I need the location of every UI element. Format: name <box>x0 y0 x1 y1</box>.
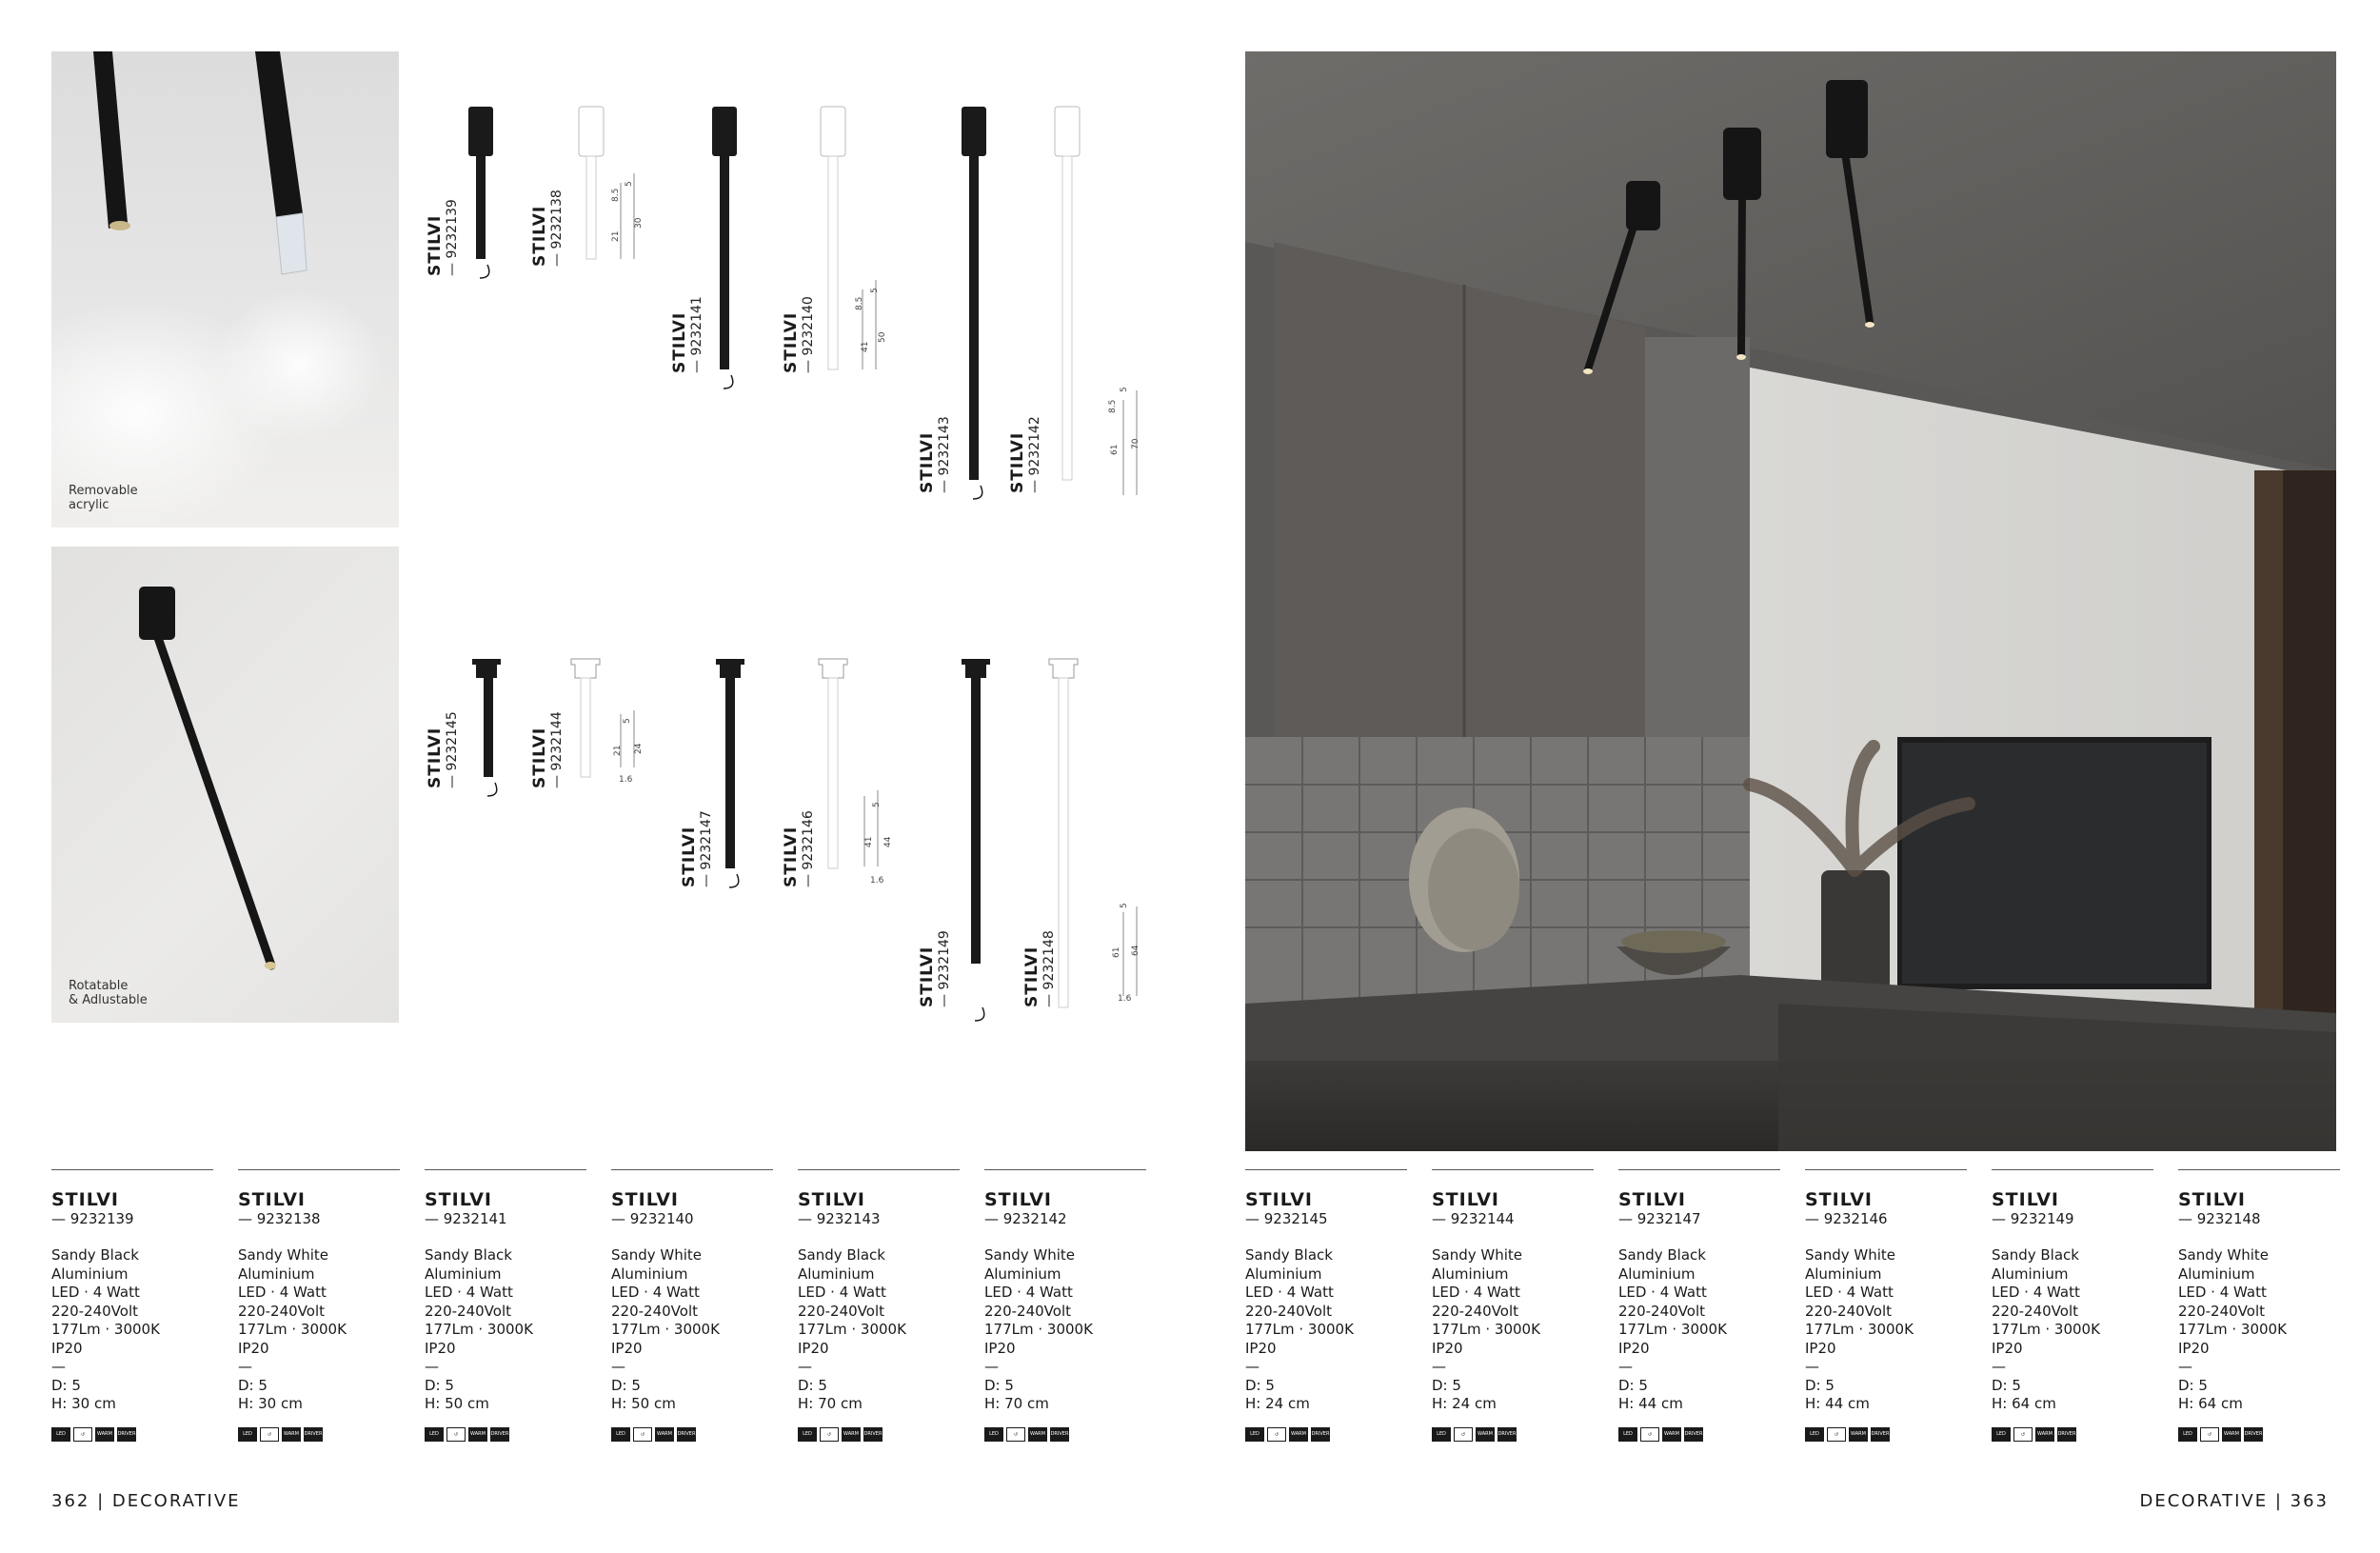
spec-product-name: STILVI <box>1618 1189 1686 1210</box>
spec-line: — <box>1618 1358 1633 1375</box>
dim-label: 61 <box>1112 946 1121 958</box>
spec-divider <box>1432 1169 1594 1170</box>
warm-white-badge-icon: WARM WHITE <box>842 1427 861 1442</box>
drawing-code: — 9232149 <box>937 930 952 1007</box>
drawing-label-9232148 <box>1023 930 1058 1007</box>
spec-divider <box>1245 1169 1407 1170</box>
spec-line: IP20 <box>984 1339 1016 1357</box>
drawing-name: STILVI <box>1008 431 1027 493</box>
drawing-label-9232140 <box>783 296 817 373</box>
drawing-code: — 9232142 <box>1027 416 1042 493</box>
spec-line: LED · 4 Watt <box>238 1284 327 1301</box>
spec-product-code: — 9232140 <box>611 1210 694 1227</box>
spec-line: Sandy White <box>238 1246 329 1264</box>
spec-line: IP20 <box>425 1339 456 1357</box>
led-badge-icon: LED <box>1805 1427 1824 1442</box>
spec-divider <box>984 1169 1146 1170</box>
spec-line: 220-240Volt <box>1618 1302 1705 1320</box>
led-badge-icon: LED <box>1618 1427 1637 1442</box>
spec-line: IP20 <box>2178 1339 2210 1357</box>
kitchen-scene-illustration <box>1245 51 2336 1151</box>
dim-label: 41 <box>864 836 874 847</box>
spec-line: Sandy Black <box>425 1246 512 1264</box>
spec-line: 177Lm · 3000K <box>1618 1321 1727 1338</box>
led-badge-icon: LED <box>1992 1427 2011 1442</box>
drawing-name: STILVI <box>426 727 445 788</box>
drawing-label-9232146 <box>783 810 817 887</box>
spec-line: LED · 4 Watt <box>798 1284 886 1301</box>
pendant-tubes-illustration <box>51 51 399 528</box>
dim-label: 30 <box>634 217 644 229</box>
spec-line: 220-240Volt <box>1432 1302 1518 1320</box>
spec-product-code: — 9232141 <box>425 1210 507 1227</box>
spec-divider <box>1618 1169 1780 1170</box>
drawing-9232147 <box>716 659 744 887</box>
spec-line: H: 50 cm <box>611 1395 676 1412</box>
spec-line: Aluminium <box>1618 1264 1696 1283</box>
spec-line: Sandy White <box>984 1246 1076 1264</box>
spec-line: 220-240Volt <box>798 1302 884 1320</box>
warm-white-badge-icon: WARM WHITE <box>468 1427 487 1442</box>
photo-caption-acrylic: Removable acrylic <box>69 484 138 512</box>
spec-line: LED · 4 Watt <box>984 1284 1073 1301</box>
spec-divider <box>1805 1169 1967 1170</box>
spec-line: — <box>51 1358 66 1375</box>
spec-line: 220-240Volt <box>1805 1302 1892 1320</box>
dim-label: 8.5 <box>1108 399 1118 413</box>
dim-label: 44 <box>883 836 893 847</box>
spec-product-code: — 9232144 <box>1432 1210 1515 1227</box>
dim-label: 5 <box>870 288 880 293</box>
spec-line: — <box>425 1358 439 1375</box>
drawing-9232139 <box>468 107 493 278</box>
spec-product-code: — 9232143 <box>798 1210 881 1227</box>
spec-line: H: 24 cm <box>1432 1395 1497 1412</box>
spec-badges <box>51 1427 213 1451</box>
dim-label: 5 <box>872 802 882 807</box>
spec-product-code: — 9232139 <box>51 1210 134 1227</box>
rotate-badge-icon: ↺ <box>820 1427 839 1442</box>
spec-line: 177Lm · 3000K <box>51 1321 160 1338</box>
spec-line: 177Lm · 3000K <box>425 1321 533 1338</box>
dim-label: 1.6 <box>1118 994 1132 1004</box>
warm-white-badge-icon: WARM WHITE <box>1289 1427 1308 1442</box>
warm-white-badge-icon: WARM WHITE <box>2222 1427 2241 1442</box>
spec-line: Sandy White <box>1432 1246 1523 1264</box>
spec-line: Sandy Black <box>1992 1246 2079 1264</box>
spec-block <box>51 1169 213 1451</box>
spec-line: Aluminium <box>984 1264 1061 1283</box>
warm-white-badge-icon: WARM WHITE <box>1662 1427 1681 1442</box>
rotate-badge-icon: ↺ <box>1827 1427 1846 1442</box>
spec-line: Sandy Black <box>1245 1246 1333 1264</box>
dim-label: 1.6 <box>619 775 633 785</box>
rotate-badge-icon: ↺ <box>260 1427 279 1442</box>
spec-line: Sandy White <box>1805 1246 1896 1264</box>
dim-label: 50 <box>878 331 887 343</box>
spec-product-name: STILVI <box>1245 1189 1313 1210</box>
spec-line: H: 70 cm <box>984 1395 1049 1412</box>
spec-badges <box>238 1427 400 1451</box>
spec-line: 220-240Volt <box>2178 1302 2265 1320</box>
drawing-9232143 <box>962 107 986 499</box>
spec-line: IP20 <box>1992 1339 2023 1357</box>
drawing-name: STILVI <box>1022 946 1041 1007</box>
warm-white-badge-icon: WARM WHITE <box>2035 1427 2054 1442</box>
spec-block <box>238 1169 400 1451</box>
driver-incl-badge-icon: DRIVER INCL. <box>490 1427 509 1442</box>
driver-incl-badge-icon: DRIVER INCL. <box>1497 1427 1517 1442</box>
spec-line: H: 64 cm <box>2178 1395 2243 1412</box>
spec-line: Aluminium <box>1432 1264 1509 1283</box>
spec-line: H: 64 cm <box>1992 1395 2056 1412</box>
spec-line: IP20 <box>1805 1339 1836 1357</box>
spec-product-code: — 9232148 <box>2178 1210 2261 1227</box>
spec-divider <box>51 1169 213 1170</box>
spec-product-name: STILVI <box>425 1189 492 1210</box>
dim-label: 5 <box>625 181 634 187</box>
spec-line: 177Lm · 3000K <box>984 1321 1093 1338</box>
drawing-label-9232142 <box>1009 416 1043 493</box>
dim-label: 61 <box>1110 444 1120 455</box>
spec-line: D: 5 <box>425 1376 454 1394</box>
drawing-code: — 9232139 <box>445 199 460 276</box>
drawing-name: STILVI <box>918 431 937 493</box>
led-badge-icon: LED <box>51 1427 70 1442</box>
drawing-code: — 9232138 <box>549 189 565 267</box>
spec-product-code: — 9232145 <box>1245 1210 1328 1227</box>
spec-line: IP20 <box>238 1339 269 1357</box>
spec-product-name: STILVI <box>2178 1189 2246 1210</box>
spec-line: IP20 <box>1245 1339 1277 1357</box>
spec-line: H: 44 cm <box>1618 1395 1683 1412</box>
spec-product-code: — 9232149 <box>1992 1210 2074 1227</box>
dim-label: 1.6 <box>870 876 884 886</box>
spec-line: — <box>238 1358 252 1375</box>
spec-line: Sandy Black <box>1618 1246 1706 1264</box>
drawing-name: STILVI <box>426 214 445 276</box>
spec-line: H: 30 cm <box>238 1395 303 1412</box>
drawing-code: — 9232144 <box>549 711 565 788</box>
drawing-code: — 9232147 <box>699 810 714 887</box>
drawing-code: — 9232148 <box>1041 930 1057 1007</box>
spec-line: D: 5 <box>238 1376 268 1394</box>
spec-line: LED · 4 Watt <box>2178 1284 2267 1301</box>
spec-block <box>1432 1169 1594 1451</box>
spec-block <box>611 1169 773 1451</box>
spec-line: D: 5 <box>1618 1376 1648 1394</box>
driver-incl-badge-icon: DRIVER INCL. <box>2057 1427 2076 1442</box>
spec-block <box>425 1169 586 1451</box>
rotate-badge-icon: ↺ <box>2200 1427 2219 1442</box>
led-badge-icon: LED <box>1432 1427 1451 1442</box>
spec-product-code: — 9232147 <box>1618 1210 1701 1227</box>
spec-line: Aluminium <box>798 1264 875 1283</box>
drawing-code: — 9232141 <box>689 296 704 373</box>
dim-label: 8.5 <box>611 188 621 202</box>
driver-incl-badge-icon: DRIVER INCL. <box>117 1427 136 1442</box>
drawing-name: STILVI <box>680 826 699 887</box>
spec-line: D: 5 <box>1245 1376 1275 1394</box>
led-badge-icon: LED <box>425 1427 444 1442</box>
spec-line: — <box>1992 1358 2006 1375</box>
spec-line: 220-240Volt <box>238 1302 325 1320</box>
spec-divider <box>611 1169 773 1170</box>
spec-badges <box>1805 1427 1967 1451</box>
spec-product-name: STILVI <box>1805 1189 1873 1210</box>
spec-line: — <box>984 1358 999 1375</box>
spec-badges <box>611 1427 773 1451</box>
rotate-badge-icon: ↺ <box>2013 1427 2033 1442</box>
spec-line: LED · 4 Watt <box>611 1284 700 1301</box>
drawing-name: STILVI <box>530 205 549 267</box>
spec-badges <box>2178 1427 2340 1451</box>
dim-label: 21 <box>611 230 621 242</box>
spec-line: D: 5 <box>51 1376 81 1394</box>
spec-line: H: 70 cm <box>798 1395 863 1412</box>
spec-line: 177Lm · 3000K <box>1805 1321 1914 1338</box>
spec-product-name: STILVI <box>238 1189 306 1210</box>
drawing-label-9232139 <box>426 199 461 276</box>
spec-divider <box>1992 1169 2153 1170</box>
photo-rotatable <box>51 547 399 1023</box>
spec-line: LED · 4 Watt <box>1245 1284 1334 1301</box>
spec-block <box>1805 1169 1967 1451</box>
spec-line: Sandy Black <box>798 1246 885 1264</box>
drawing-name: STILVI <box>782 311 801 373</box>
drawing-label-9232145 <box>426 711 461 788</box>
spec-divider <box>238 1169 400 1170</box>
spec-line: LED · 4 Watt <box>1992 1284 2080 1301</box>
spec-product-name: STILVI <box>984 1189 1052 1210</box>
spec-product-code: — 9232146 <box>1805 1210 1888 1227</box>
spec-line: 220-240Volt <box>984 1302 1071 1320</box>
drawing-label-9232149 <box>919 930 953 1007</box>
angled-spot-illustration <box>51 547 399 1023</box>
spec-block <box>1618 1169 1780 1451</box>
drawing-9232142 <box>1055 107 1137 495</box>
spec-line: Sandy White <box>611 1246 703 1264</box>
spec-line: Aluminium <box>1245 1264 1322 1283</box>
spec-badges <box>1432 1427 1594 1451</box>
spec-badges <box>1245 1427 1407 1451</box>
spec-line: Aluminium <box>51 1264 129 1283</box>
drawing-name: STILVI <box>782 826 801 887</box>
spec-line: IP20 <box>1432 1339 1463 1357</box>
spec-line: — <box>1245 1358 1259 1375</box>
dim-label: 24 <box>634 743 644 754</box>
spec-line: Aluminium <box>238 1264 315 1283</box>
rotate-badge-icon: ↺ <box>1454 1427 1473 1442</box>
spec-block <box>2178 1169 2340 1451</box>
spec-badges <box>1618 1427 1780 1451</box>
spec-line: H: 50 cm <box>425 1395 489 1412</box>
drawing-9232149 <box>962 659 990 1021</box>
spec-line: 177Lm · 3000K <box>1432 1321 1540 1338</box>
spec-line: D: 5 <box>2178 1376 2208 1394</box>
spec-line: H: 44 cm <box>1805 1395 1870 1412</box>
spec-line: Aluminium <box>1992 1264 2069 1283</box>
rotate-badge-icon: ↺ <box>1006 1427 1025 1442</box>
warm-white-badge-icon: WARM WHITE <box>1028 1427 1047 1442</box>
spec-line: IP20 <box>798 1339 829 1357</box>
photo-caption-rotatable: Rotatable & Adlustable <box>69 979 148 1007</box>
drawing-code: — 9232145 <box>445 711 460 788</box>
spec-product-name: STILVI <box>51 1189 119 1210</box>
spec-line: IP20 <box>51 1339 83 1357</box>
warm-white-badge-icon: WARM WHITE <box>655 1427 674 1442</box>
driver-incl-badge-icon: DRIVER INCL. <box>304 1427 323 1442</box>
dim-label: 5 <box>1120 903 1129 908</box>
dim-label: 5 <box>623 718 632 724</box>
drawing-code: — 9232140 <box>801 296 816 373</box>
spec-line: 177Lm · 3000K <box>238 1321 347 1338</box>
spec-badges <box>425 1427 586 1451</box>
spec-line: D: 5 <box>1805 1376 1835 1394</box>
spec-line: LED · 4 Watt <box>51 1284 140 1301</box>
spec-line: Aluminium <box>2178 1264 2255 1283</box>
kitchen-photo <box>1245 51 2336 1151</box>
spec-line: H: 24 cm <box>1245 1395 1310 1412</box>
spec-line: 220-240Volt <box>1245 1302 1332 1320</box>
spec-product-code: — 9232142 <box>984 1210 1067 1227</box>
warm-white-badge-icon: WARM WHITE <box>1849 1427 1868 1442</box>
led-badge-icon: LED <box>238 1427 257 1442</box>
spec-line: 177Lm · 3000K <box>1245 1321 1354 1338</box>
drawing-name: STILVI <box>530 727 549 788</box>
spec-line: IP20 <box>611 1339 643 1357</box>
photo-removable-acrylic <box>51 51 399 528</box>
drawing-name: STILVI <box>670 311 689 373</box>
dim-label: 41 <box>861 341 870 352</box>
spec-block <box>798 1169 960 1451</box>
spec-line: IP20 <box>1618 1339 1650 1357</box>
dim-label: 70 <box>1131 438 1140 449</box>
spec-line: — <box>611 1358 625 1375</box>
spec-line: LED · 4 Watt <box>1432 1284 1520 1301</box>
drawing-name: STILVI <box>918 946 937 1007</box>
rotate-badge-icon: ↺ <box>73 1427 92 1442</box>
spec-divider <box>425 1169 586 1170</box>
drawing-label-9232138 <box>531 189 565 267</box>
spec-line: D: 5 <box>1992 1376 2021 1394</box>
led-badge-icon: LED <box>984 1427 1003 1442</box>
spec-badges <box>1992 1427 2153 1451</box>
warm-white-badge-icon: WARM WHITE <box>95 1427 114 1442</box>
rotate-badge-icon: ↺ <box>1640 1427 1659 1442</box>
drawing-9232145 <box>472 659 501 796</box>
spec-line: 220-240Volt <box>611 1302 698 1320</box>
spec-line: Aluminium <box>425 1264 502 1283</box>
led-badge-icon: LED <box>2178 1427 2197 1442</box>
spec-line: 177Lm · 3000K <box>798 1321 906 1338</box>
driver-incl-badge-icon: DRIVER INCL. <box>1050 1427 1069 1442</box>
drawing-label-9232144 <box>531 711 565 788</box>
spec-line: LED · 4 Watt <box>425 1284 513 1301</box>
drawing-code: — 9232143 <box>937 416 952 493</box>
dim-label: 5 <box>1120 387 1129 392</box>
spec-line: Aluminium <box>1805 1264 1882 1283</box>
spec-badges <box>984 1427 1146 1451</box>
spec-product-code: — 9232138 <box>238 1210 321 1227</box>
spec-divider <box>2178 1169 2340 1170</box>
drawing-code: — 9232146 <box>801 810 816 887</box>
led-badge-icon: LED <box>798 1427 817 1442</box>
spec-line: — <box>1432 1358 1446 1375</box>
spec-line: — <box>798 1358 812 1375</box>
spec-line: 177Lm · 3000K <box>2178 1321 2287 1338</box>
rotate-badge-icon: ↺ <box>446 1427 466 1442</box>
page-number-left: 362 | DECORATIVE <box>51 1491 241 1511</box>
spec-line: Aluminium <box>611 1264 688 1283</box>
spec-line: Sandy Black <box>51 1246 139 1264</box>
spec-product-name: STILVI <box>611 1189 679 1210</box>
spec-block <box>1245 1169 1407 1451</box>
spec-line: LED · 4 Watt <box>1618 1284 1707 1301</box>
drawing-label-9232143 <box>919 416 953 493</box>
spec-line: — <box>2178 1358 2192 1375</box>
driver-incl-badge-icon: DRIVER INCL. <box>1684 1427 1703 1442</box>
spec-line: D: 5 <box>798 1376 827 1394</box>
spec-product-name: STILVI <box>1432 1189 1499 1210</box>
spec-line: 177Lm · 3000K <box>611 1321 720 1338</box>
spec-line: D: 5 <box>611 1376 641 1394</box>
spec-line: — <box>1805 1358 1819 1375</box>
driver-incl-badge-icon: DRIVER INCL. <box>2244 1427 2263 1442</box>
warm-white-badge-icon: WARM WHITE <box>1476 1427 1495 1442</box>
spec-product-name: STILVI <box>798 1189 865 1210</box>
drawing-9232141 <box>712 107 737 388</box>
led-badge-icon: LED <box>1245 1427 1264 1442</box>
drawing-9232140 <box>821 107 876 369</box>
spec-line: 220-240Volt <box>1992 1302 2078 1320</box>
spec-product-name: STILVI <box>1992 1189 2059 1210</box>
spec-line: 220-240Volt <box>51 1302 138 1320</box>
dim-label: 21 <box>613 745 623 756</box>
spec-line: Sandy White <box>2178 1246 2270 1264</box>
spec-line: D: 5 <box>1432 1376 1461 1394</box>
drawing-label-9232141 <box>671 296 705 373</box>
spec-block <box>1992 1169 2153 1451</box>
spec-line: 220-240Volt <box>425 1302 511 1320</box>
spec-line: 177Lm · 3000K <box>1992 1321 2100 1338</box>
page-number-right: DECORATIVE | 363 <box>2139 1491 2329 1511</box>
drawing-label-9232147 <box>681 810 715 887</box>
driver-incl-badge-icon: DRIVER INCL. <box>1871 1427 1890 1442</box>
driver-incl-badge-icon: DRIVER INCL. <box>1311 1427 1330 1442</box>
spec-line: H: 30 cm <box>51 1395 116 1412</box>
dim-label: 8.5 <box>855 296 864 310</box>
spec-badges <box>798 1427 960 1451</box>
rotate-badge-icon: ↺ <box>1267 1427 1286 1442</box>
spec-line: LED · 4 Watt <box>1805 1284 1894 1301</box>
rotate-badge-icon: ↺ <box>633 1427 652 1442</box>
warm-white-badge-icon: WARM WHITE <box>282 1427 301 1442</box>
led-badge-icon: LED <box>611 1427 630 1442</box>
dim-label: 64 <box>1131 945 1140 956</box>
spec-block <box>984 1169 1146 1451</box>
driver-incl-badge-icon: DRIVER INCL. <box>863 1427 883 1442</box>
spec-line: D: 5 <box>984 1376 1014 1394</box>
drawing-9232148 <box>1049 659 1137 1007</box>
spec-divider <box>798 1169 960 1170</box>
driver-incl-badge-icon: DRIVER INCL. <box>677 1427 696 1442</box>
